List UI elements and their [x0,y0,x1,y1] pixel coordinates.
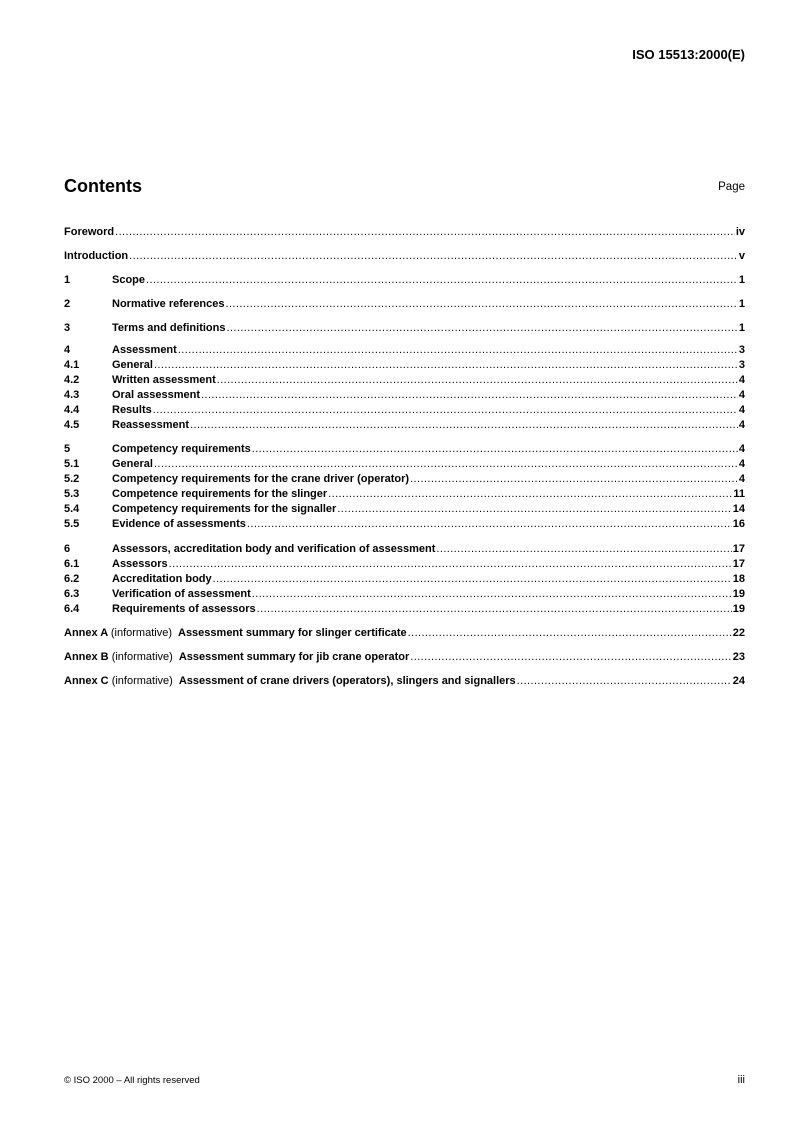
toc-entry-title: Requirements of assessors [112,603,256,615]
toc-entry-number: 5.3 [64,488,80,500]
toc-entry[interactable] [64,226,745,239]
toc-dot-leader [213,573,732,586]
contents-title: Contents [64,176,142,196]
toc-entry[interactable] [64,518,745,531]
toc-entry-page: 1 [738,274,745,286]
toc-annex-label [64,627,172,640]
toc-dot-leader [410,473,738,486]
toc-dot-leader [247,518,732,531]
toc-entry[interactable] [64,344,745,357]
toc-dot-leader [146,274,738,287]
toc-entry-page: 4 [738,389,745,401]
toc-entry-title: Oral assessment [112,389,201,401]
toc-entry-title: Competency requirements for the signaller [112,503,337,515]
toc-entry-title: General [112,458,153,470]
toc-annex-label [64,651,173,664]
toc-dot-leader [436,543,731,556]
toc-dot-leader [115,226,735,239]
toc-entry[interactable] [64,419,745,432]
toc-entry[interactable] [64,274,745,287]
toc-entry-number: 4.2 [64,374,80,386]
toc-dot-leader [410,651,731,664]
toc-entry-page: 18 [732,573,745,585]
toc-entry-number: 1 [64,274,71,286]
toc-entry-number: 5.4 [64,503,80,515]
toc-entry[interactable] [64,404,745,417]
toc-entry[interactable] [64,374,745,387]
page-number: iii [737,1074,745,1086]
toc-entry[interactable] [64,488,745,501]
toc-entry-title: Terms and definitions [112,322,226,334]
toc-entry[interactable] [64,588,745,601]
toc-entry-title: Written assessment [112,374,216,386]
toc-dot-leader [169,558,732,571]
toc-entry[interactable] [64,458,745,471]
toc-dot-leader [129,250,738,263]
toc-entry-page: 23 [732,651,745,663]
toc-dot-leader [252,588,732,601]
toc-entry-page: 17 [732,558,745,570]
toc-entry[interactable] [64,473,745,486]
toc-entry-title: Assessors [112,558,168,570]
toc-annex-type: (informative) [111,675,173,687]
toc-entry-page: 19 [732,603,745,615]
toc-entry-number: 3 [64,322,71,334]
toc-entry[interactable] [64,627,745,640]
toc-entry[interactable] [64,322,745,335]
toc-entry-number: 5.2 [64,473,80,485]
toc-entry-page: 3 [738,344,745,356]
toc-entry-number: 4.3 [64,389,80,401]
toc-dot-leader [154,359,738,372]
toc-entry-title: Assessment of crane drivers (operators), slingers and signallers [178,675,516,687]
toc-entry-title: Foreword [64,226,115,238]
toc-entry[interactable] [64,675,745,688]
toc-dot-leader [217,374,738,387]
toc-entry-title: Assessment [112,344,177,356]
toc-dot-leader [190,419,738,432]
toc-entry-page: 4 [738,374,745,386]
toc-entry-number: 6.2 [64,573,80,585]
toc-entry[interactable] [64,543,745,556]
toc-entry[interactable] [64,603,745,616]
toc-entry-number: 4.4 [64,404,80,416]
toc-entry-title: Introduction [64,250,129,262]
toc-entry[interactable] [64,573,745,586]
toc-dot-leader [201,389,738,402]
toc-annex-id: Annex B [64,651,109,663]
toc-dot-leader [517,675,732,688]
toc-entry-number: 4 [64,344,71,356]
toc-entry[interactable] [64,250,745,263]
document-id: ISO 15513:2000(E) [632,47,745,62]
toc-entry-number: 2 [64,298,71,310]
toc-entry-number: 5 [64,443,71,455]
toc-entry-number: 5.1 [64,458,80,470]
toc-entry-title: Results [112,404,152,416]
toc-entry-page: 24 [732,675,745,687]
toc-entry-title: Competency requirements [112,443,251,455]
toc-annex-id: Annex C [64,675,109,687]
toc-dot-leader [337,503,731,516]
toc-dot-leader [252,443,738,456]
page-column-label: Page [718,181,745,193]
toc-entry-number: 4.1 [64,359,80,371]
toc-entry-number: 6.4 [64,603,80,615]
toc-entry-title: Scope [112,274,146,286]
toc-entry-page: 17 [732,543,745,555]
toc-entry-title: Competence requirements for the slinger [112,488,328,500]
toc-entry-page: 3 [738,359,745,371]
toc-entry[interactable] [64,651,745,664]
toc-entry-title: Assessment summary for slinger certificate [178,627,407,639]
toc-entry[interactable] [64,503,745,516]
toc-entry[interactable] [64,558,745,571]
toc-entry-page: 16 [732,518,745,530]
toc-entry-title: Verification of assessment [112,588,251,600]
toc-dot-leader [408,627,732,640]
toc-dot-leader [226,298,738,311]
toc-entry[interactable] [64,359,745,372]
toc-entry[interactable] [64,298,745,311]
toc-entry-number: 6.1 [64,558,80,570]
toc-entry-number: 6 [64,543,71,555]
toc-entry[interactable] [64,443,745,456]
toc-entry-page: v [738,250,745,262]
toc-entry-title: Competency requirements for the crane driver (operator) [112,473,410,485]
toc-annex-type: (informative) [111,651,173,663]
toc-dot-leader [226,322,737,335]
toc-entry-page: 4 [738,419,745,431]
toc-entry-page: 4 [738,473,745,485]
toc-entry-page: 1 [738,298,745,310]
toc-entry-number: 6.3 [64,588,80,600]
toc-annex-id: Annex A [64,627,108,639]
toc-dot-leader [257,603,732,616]
toc-entry-number: 4.5 [64,419,80,431]
toc-annex-type: (informative) [110,627,172,639]
toc-entry-title: General [112,359,153,371]
toc-dot-leader [153,404,738,417]
toc-annex-label [64,675,173,688]
toc-entry-number: 5.5 [64,518,80,530]
toc-dot-leader [154,458,738,471]
toc-entry-page: 11 [733,488,745,500]
toc-entry-title: Normative references [112,298,225,310]
toc-dot-leader [178,344,738,357]
toc-entry-page: 19 [732,588,745,600]
toc-entry-page: 4 [738,458,745,470]
toc-entry-page: 4 [738,443,745,455]
toc-entry-title: Accreditation body [112,573,212,585]
toc-entry-page: 1 [738,322,745,334]
toc-entry-page: 22 [732,627,745,639]
toc-entry[interactable] [64,389,745,402]
toc-entry-title: Assessment summary for jib crane operator [178,651,410,663]
toc-dot-leader [328,488,732,501]
toc-entry-title: Reassessment [112,419,190,431]
toc-entry-title: Assessors, accreditation body and verification of assessment [112,543,436,555]
toc-entry-page: 14 [732,503,745,515]
toc-entry-page: iv [735,226,745,238]
toc-entry-title: Evidence of assessments [112,518,246,530]
toc-entry-page: 4 [738,404,745,416]
copyright-notice: © ISO 2000 – All rights reserved [64,1075,200,1086]
